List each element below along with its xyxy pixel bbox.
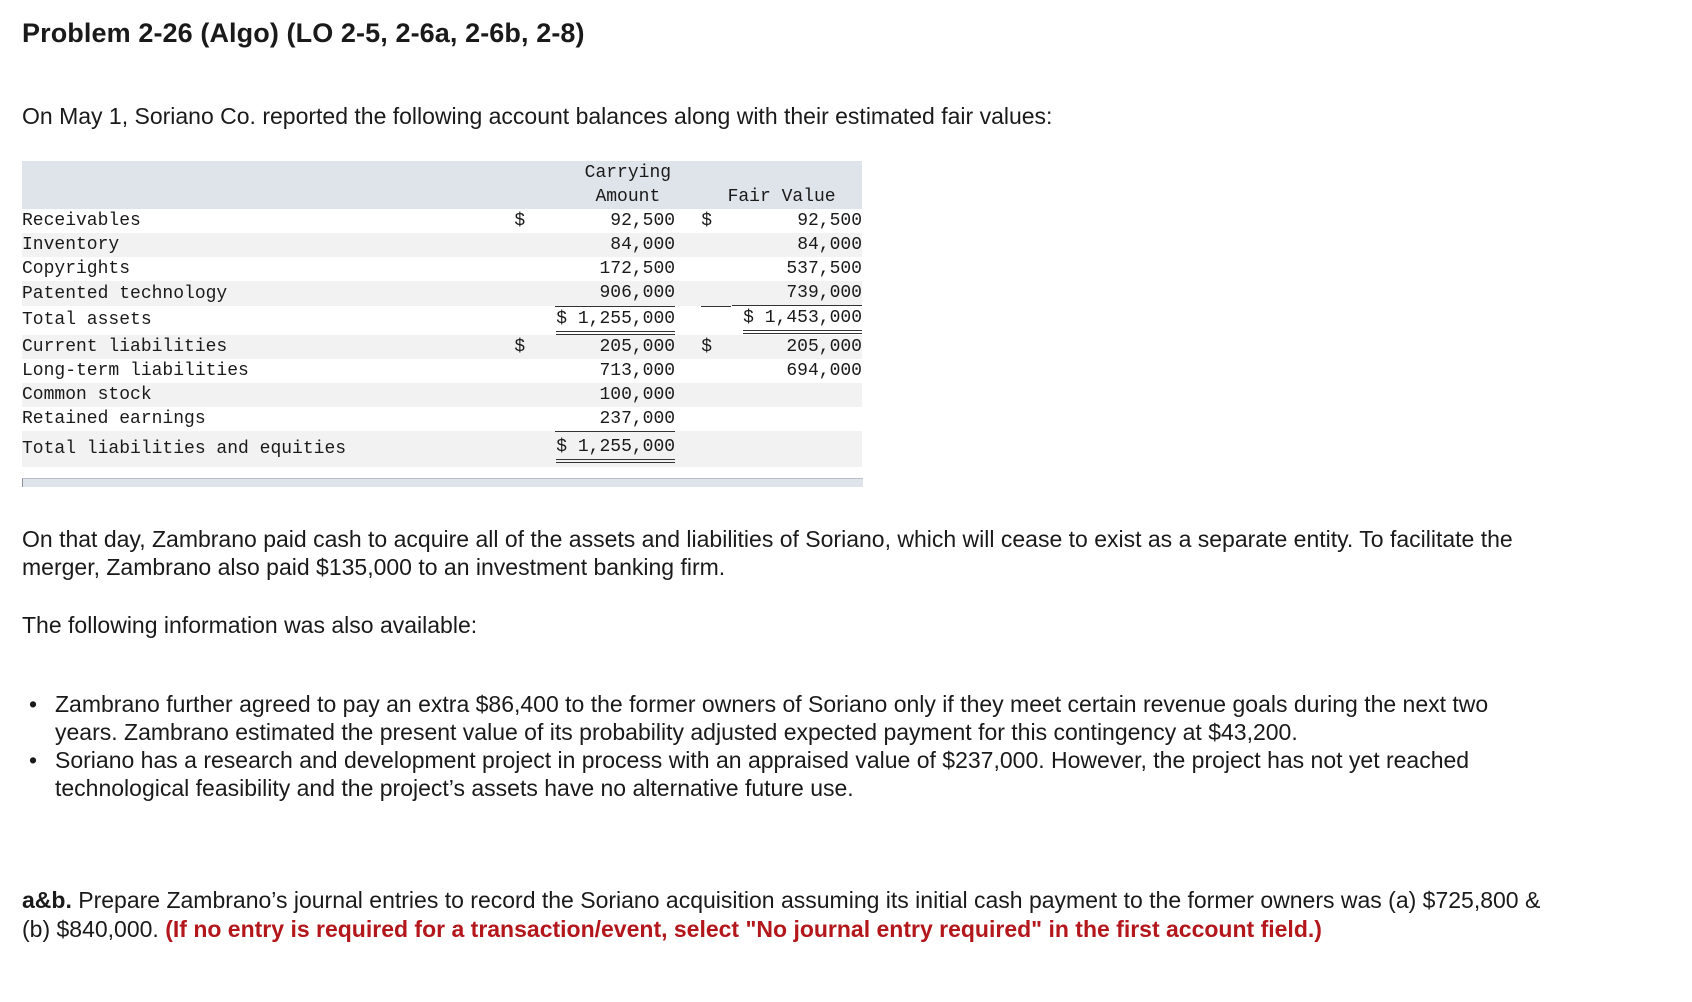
carrying-amount: 172,500	[599, 259, 676, 279]
fair-currency	[701, 431, 731, 467]
table-row	[22, 407, 862, 432]
fair-value	[731, 431, 862, 467]
table-row	[22, 335, 862, 359]
table-row	[22, 383, 862, 407]
header-carrying-line2: Amount	[595, 187, 661, 207]
fair-currency	[701, 306, 731, 335]
row-label: Copyrights	[22, 259, 131, 279]
balance-table	[22, 161, 862, 467]
fair-currency	[701, 407, 731, 432]
question-label: a&b.	[22, 887, 72, 913]
carrying-currency	[514, 431, 554, 467]
table-row	[22, 281, 862, 306]
fair-currency	[701, 359, 731, 383]
carrying-currency	[514, 306, 554, 335]
question-text: Prepare Zambrano’s journal entries to record the Soriano acquisition assuming its initial cash payment to the former owners was (a) $725,800 & (b) $840,000.	[22, 887, 1541, 942]
fair-currency	[701, 383, 731, 407]
carrying-amount: $ 1,255,000	[556, 307, 675, 335]
carrying-currency	[514, 233, 554, 257]
info-bullet-list	[22, 690, 1555, 802]
bullet-text: Zambrano further agreed to pay an extra $86,400 to the former owners of Soriano only if they meet certain revenue goals during the next two years. Zambrano estimated the present value of its probability adjusted expected payment for this contingency at $43,200.	[55, 691, 1489, 745]
fair-value: 739,000	[732, 281, 862, 306]
bullet-icon: •	[29, 691, 38, 717]
table-row	[22, 209, 862, 233]
fair-currency	[701, 257, 731, 281]
row-label: Retained earnings	[22, 408, 206, 429]
carrying-currency	[514, 383, 554, 407]
list-item	[29, 690, 1555, 746]
bullet-text: Soriano has a research and development project in process with an appraised value of $237,000. However, the project has not yet reached technological feasibility and the project’s assets have no alternative future use.	[55, 747, 1470, 801]
fair-currency: $	[701, 211, 713, 231]
carrying-amount: 237,000	[555, 407, 676, 432]
header-fair-value: Fair Value	[727, 187, 836, 207]
merger-paragraph: On that day, Zambrano paid cash to acquire all of the assets and liabilities of Soriano, which will cease to exist as a separate entity. To facilitate the merger, Zambrano also paid $135,000 to an investment banking firm.	[22, 526, 1513, 580]
carrying-currency: $	[514, 336, 526, 357]
row-label: Long-term liabilities	[22, 360, 249, 381]
carrying-amount: 84,000	[610, 235, 676, 255]
table-footer-bar	[22, 478, 863, 487]
fair-value: $ 1,453,000	[743, 306, 862, 334]
fair-currency	[701, 233, 731, 257]
intro-text: On May 1, Soriano Co. reported the following account balances along with their estimated fair values:	[22, 103, 1053, 129]
fair-value: 92,500	[797, 211, 862, 231]
list-item	[29, 746, 1555, 802]
row-label: Current liabilities	[22, 336, 228, 357]
info-lead-text: The following information was also available:	[22, 612, 478, 638]
bullet-icon: •	[29, 747, 38, 773]
page-title: Problem 2-26 (Algo) (LO 2-5, 2-6a, 2-6b, 2-8)	[22, 18, 585, 48]
carrying-currency	[514, 407, 554, 432]
carrying-amount: 92,500	[610, 211, 676, 231]
carrying-amount: $ 1,255,000	[556, 435, 675, 463]
fair-currency	[701, 281, 731, 306]
fair-currency: $	[701, 336, 713, 357]
table-row-total-assets	[22, 306, 862, 335]
header-carrying-line1: Carrying	[584, 163, 672, 183]
carrying-currency	[514, 257, 554, 281]
table-row	[22, 233, 862, 257]
carrying-currency: $	[514, 211, 526, 231]
fair-value: 694,000	[786, 360, 862, 381]
row-label: Inventory	[22, 235, 120, 255]
row-label: Patented technology	[22, 283, 228, 304]
question-instruction: (If no entry is required for a transaction/event, select "No journal entry required" in the first account field.)	[165, 916, 1322, 942]
row-label: Total assets	[22, 310, 152, 331]
carrying-amount: 205,000	[599, 336, 676, 357]
carrying-currency	[514, 281, 554, 306]
row-label: Common stock	[22, 384, 152, 405]
question-paragraph	[22, 886, 1552, 944]
table-row	[22, 359, 862, 383]
table-header-row-2	[22, 185, 862, 209]
balance-table-container	[22, 161, 862, 489]
table-header-row-1	[22, 161, 862, 185]
table-row-total-liabilities	[22, 431, 862, 467]
fair-value	[731, 383, 862, 407]
carrying-amount: 906,000	[555, 281, 676, 306]
row-label: Receivables	[22, 211, 141, 231]
fair-value: 537,500	[786, 259, 862, 279]
carrying-currency	[514, 359, 554, 383]
fair-value: 205,000	[786, 336, 862, 357]
fair-value: 84,000	[797, 235, 862, 255]
table-row	[22, 257, 862, 281]
carrying-amount: 100,000	[599, 384, 676, 405]
row-label: Total liabilities and equities	[22, 439, 347, 459]
fair-value	[731, 407, 862, 432]
carrying-amount: 713,000	[599, 360, 676, 381]
